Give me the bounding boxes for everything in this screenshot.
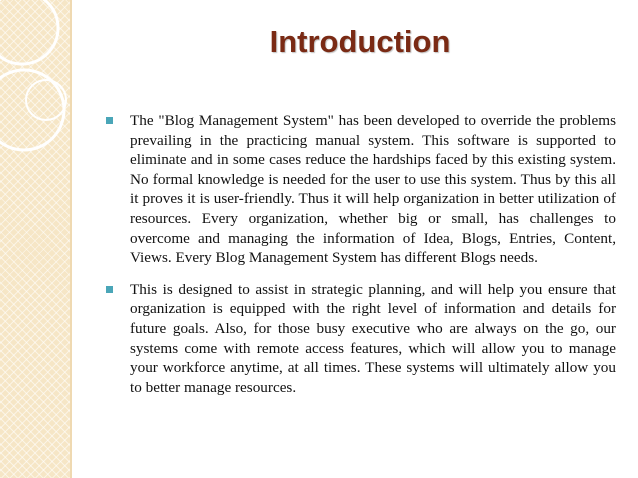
square-bullet-icon <box>106 117 113 124</box>
bullet-text: This is designed to assist in strategic planning, and will help you ensure that organization is equipped with the right level of information and details for future goals. Also, for those busy executive who are always on the go, our systems come with remote access features, which will allow you to manage your workforce anytime, at all times. These systems will ultimately allow you to better manage resources. <box>130 280 616 396</box>
bullet-item <box>104 111 616 268</box>
bullet-item <box>104 280 616 398</box>
bullet-text: The "Blog Management System" has been developed to override the problems prevailing in the practicing manual system. This software is supported to eliminate and in some cases reduce the hardships faced by this existing system. No formal knowledge is needed for the user to use this system. Thus by this all it proves it is user-friendly. Thus it will help organization in better utilization of resources. Every organization, whether big or small, has challenges to overcome and managing the information of Idea, Blogs, Entries, Content, Views. Every Blog Management System has different Blogs needs. <box>130 112 616 267</box>
square-bullet-icon <box>106 286 113 293</box>
side-band-edge <box>70 0 72 478</box>
slide-title: Introduction <box>269 24 451 59</box>
bullet-list <box>104 111 616 409</box>
decorative-side-band <box>0 0 70 478</box>
